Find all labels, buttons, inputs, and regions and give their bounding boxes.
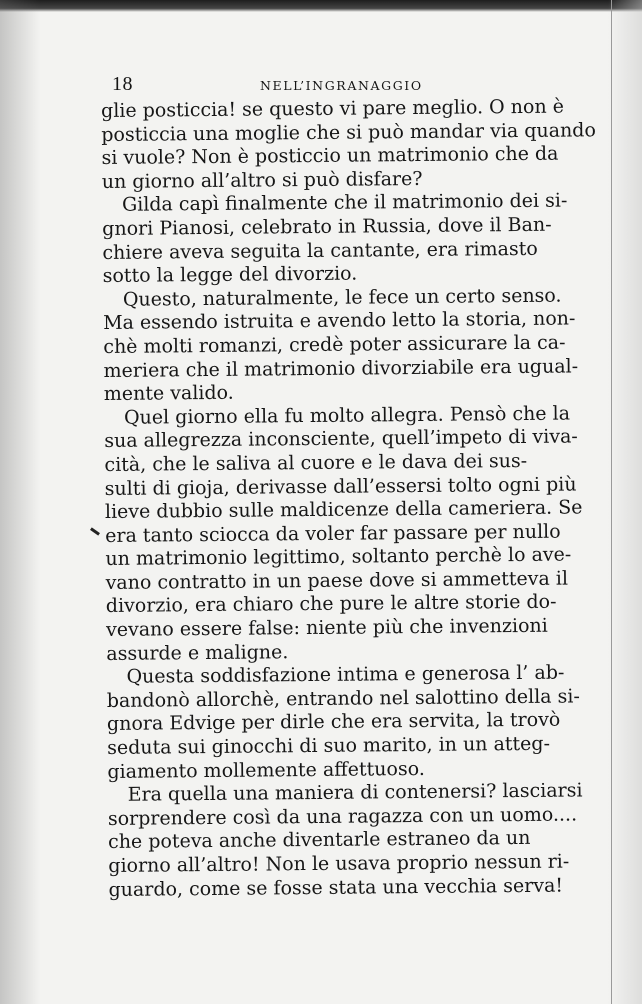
- scan-top-edge: [0, 0, 642, 12]
- text-line: lieve dubbio sulle maldicenze della cameriera. Se: [104, 496, 583, 524]
- page-header: [112, 74, 602, 98]
- running-title: NELL’INGRANAGGIO: [260, 78, 423, 93]
- text-line: posticcia una moglie che si può mandar via quando: [101, 118, 596, 146]
- paragraph-start-line: Quel giorno ella fu molto allegra. Pensò che la: [123, 402, 571, 429]
- page-edge-line: [611, 0, 612, 1004]
- ink-mark: [90, 527, 100, 535]
- text-line: giamento mollemente affettuoso.: [107, 757, 425, 783]
- text-line: chè molti romanzi, credè poter assicurare la ca-: [103, 331, 566, 358]
- text-line: Ma essendo istruita e avendo letto la storia, non-: [103, 307, 576, 335]
- text-line: era tanto sciocca da voler far passare per nullo: [105, 520, 561, 547]
- text-line: chiere aveva seguita la cantante, era rimasto: [102, 237, 538, 264]
- text-line: guardo, come se fosse stata una vecchia serva!: [108, 874, 564, 901]
- text-line: bandonò allorchè, entrando nel salottino della si-: [106, 685, 580, 712]
- page-right-edge: [608, 0, 642, 1004]
- page-gutter-shadow: [0, 0, 40, 1004]
- text-line: sorprendere così da una ragazza con un uomo....: [107, 803, 578, 830]
- text-line: meriera che il matrimonio divorziabile era ugual-: [103, 354, 579, 382]
- text-line: sotto la legge del divorzio.: [102, 262, 358, 288]
- text-line: assurde e maligne.: [106, 640, 289, 665]
- paragraph-start-line: Gilda capì finalmente che il matrimonio dei si-: [121, 189, 568, 217]
- text-line: un matrimonio legittimo, soltanto perchè lo ave-: [105, 543, 572, 571]
- text-line: che poteva anche diventarle estraneo da un: [108, 827, 531, 854]
- text-line: glie posticcia! se questo vi pare meglio. O non è: [101, 95, 565, 122]
- paragraph-start-line: Era quella una maniera di contenersi? lasciarsi: [127, 779, 583, 806]
- paragraph-start-line: Questa soddisfazione intima e generosa l’ ab-: [126, 661, 565, 689]
- body-text: [101, 95, 607, 902]
- text-line: vano contratto in un paese dove si ammetteva il: [105, 567, 569, 594]
- text-line: mente valido.: [103, 381, 234, 406]
- text-line: gnori Pianosi, celebrato in Russia, dove il Ban-: [102, 213, 552, 240]
- text-line: divorzio, era chiaro che pure le altre storie do-: [105, 591, 557, 618]
- text-line: cità, che le saliva al cuore e le dava dei sus-: [104, 449, 528, 476]
- text-line: gnora Edvige per dirle che era servita, la trovò: [106, 709, 561, 736]
- paragraph-start-line: Questo, naturalmente, le fece un certo senso.: [122, 284, 562, 311]
- text-line: seduta sui ginocchi di suo marito, in un atteg-: [107, 732, 551, 760]
- page-number: 18: [112, 73, 133, 95]
- text-line: giorno all’altro! Non le usava proprio nessun ri-: [108, 850, 570, 877]
- text-line: sulti di gioja, derivasse dall’essersi tolto ogni più: [104, 472, 577, 500]
- text-line: vevano essere false: niente più che invenzioni: [105, 614, 548, 642]
- text-line: sua allegrezza inconsciente, quell’impeto di viva-: [104, 425, 578, 453]
- text-line: si vuole? Non è posticcio un matrimonio che da: [101, 142, 559, 170]
- text-line: un giorno all’altro si può disfare?: [101, 167, 423, 193]
